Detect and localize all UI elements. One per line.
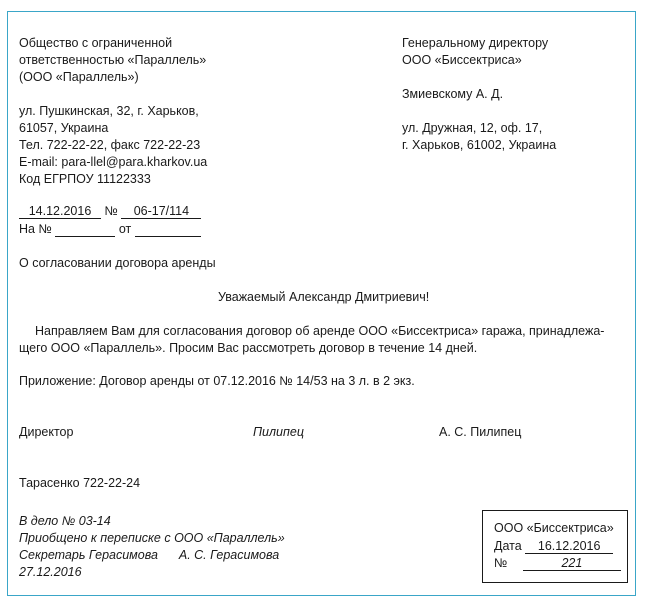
recipient-address	[402, 120, 556, 154]
filing-secretary-name: А. С. Герасимова	[178, 548, 280, 562]
salutation: Уважаемый Александр Дмитриевич!	[218, 290, 430, 304]
sender-line: (ООО «Параллель»)	[19, 70, 139, 84]
stamp-no-value: 221	[523, 556, 621, 571]
reg-date: 14.12.2016	[19, 204, 101, 219]
signatory-position: Директор	[19, 425, 74, 439]
filing-note	[19, 513, 285, 581]
recipient-line: Генеральному директору	[402, 36, 549, 50]
reg-line	[19, 203, 201, 220]
reply-from-label: от	[118, 222, 132, 236]
sender-address-line: 61057, Украина	[19, 121, 109, 135]
stamp-date-label: Дата	[494, 539, 522, 553]
filing-line: Приобщено к переписке с ООО «Параллель»	[19, 531, 285, 545]
reply-no-blank	[55, 222, 115, 237]
recipient-line: ООО «Биссектриса»	[402, 53, 522, 67]
stamp-date-row	[494, 538, 613, 555]
signature: Пилипец	[253, 425, 304, 439]
sender-address-line: Код ЕГРПОУ 11122333	[19, 172, 151, 186]
body-line: Направляем Вам для согласования договор об аренде ООО «Биссектриса» гаража, принадлежа-	[35, 324, 605, 338]
recipient-address-line: г. Харьков, 61002, Украина	[402, 138, 557, 152]
reg-no-label: №	[104, 204, 118, 218]
filing-line: В дело № 03-14	[19, 514, 111, 528]
incoming-stamp	[482, 510, 628, 583]
stamp-date-value: 16.12.2016	[525, 539, 613, 554]
sender-address-line: Тел. 722-22-22, факс 722-22-23	[19, 138, 201, 152]
reply-line	[19, 221, 201, 238]
sender-address	[19, 103, 207, 188]
sender-address-line: E-mail: para-llel@para.kharkov.ua	[19, 155, 208, 169]
filing-secretary: Секретарь Герасимова	[19, 548, 158, 562]
attachment: Приложение: Договор аренды от 07.12.2016 № 14/53 на 3 л. в 2 экз.	[19, 374, 415, 388]
signatory-name: А. С. Пилипец	[439, 425, 522, 439]
reg-no-value: 06-17/114	[121, 204, 201, 219]
stamp-no-row	[494, 555, 621, 572]
executor: Тарасенко 722-22-24	[19, 476, 141, 490]
stamp-no-label: №	[494, 556, 508, 570]
reply-date-blank	[135, 222, 201, 237]
recipient-address-line: ул. Дружная, 12, оф. 17,	[402, 121, 543, 135]
stamp-org: ООО «Биссектриса»	[494, 521, 614, 535]
sender-address-line: ул. Пушкинская, 32, г. Харьков,	[19, 104, 199, 118]
reply-label: На №	[19, 222, 52, 236]
sender-block	[19, 35, 206, 86]
body-line: щего ООО «Параллель». Просим Вас рассмотреть договор в течение 14 дней.	[19, 341, 478, 355]
subject: О согласовании договора аренды	[19, 256, 216, 270]
sender-line: Общество с ограниченной	[19, 36, 173, 50]
filing-date: 27.12.2016	[19, 565, 82, 579]
sender-line: ответственностью «Параллель»	[19, 53, 207, 67]
recipient-name: Змиевскому А. Д.	[402, 87, 504, 101]
filing-line	[19, 547, 285, 564]
recipient-block	[402, 35, 548, 69]
